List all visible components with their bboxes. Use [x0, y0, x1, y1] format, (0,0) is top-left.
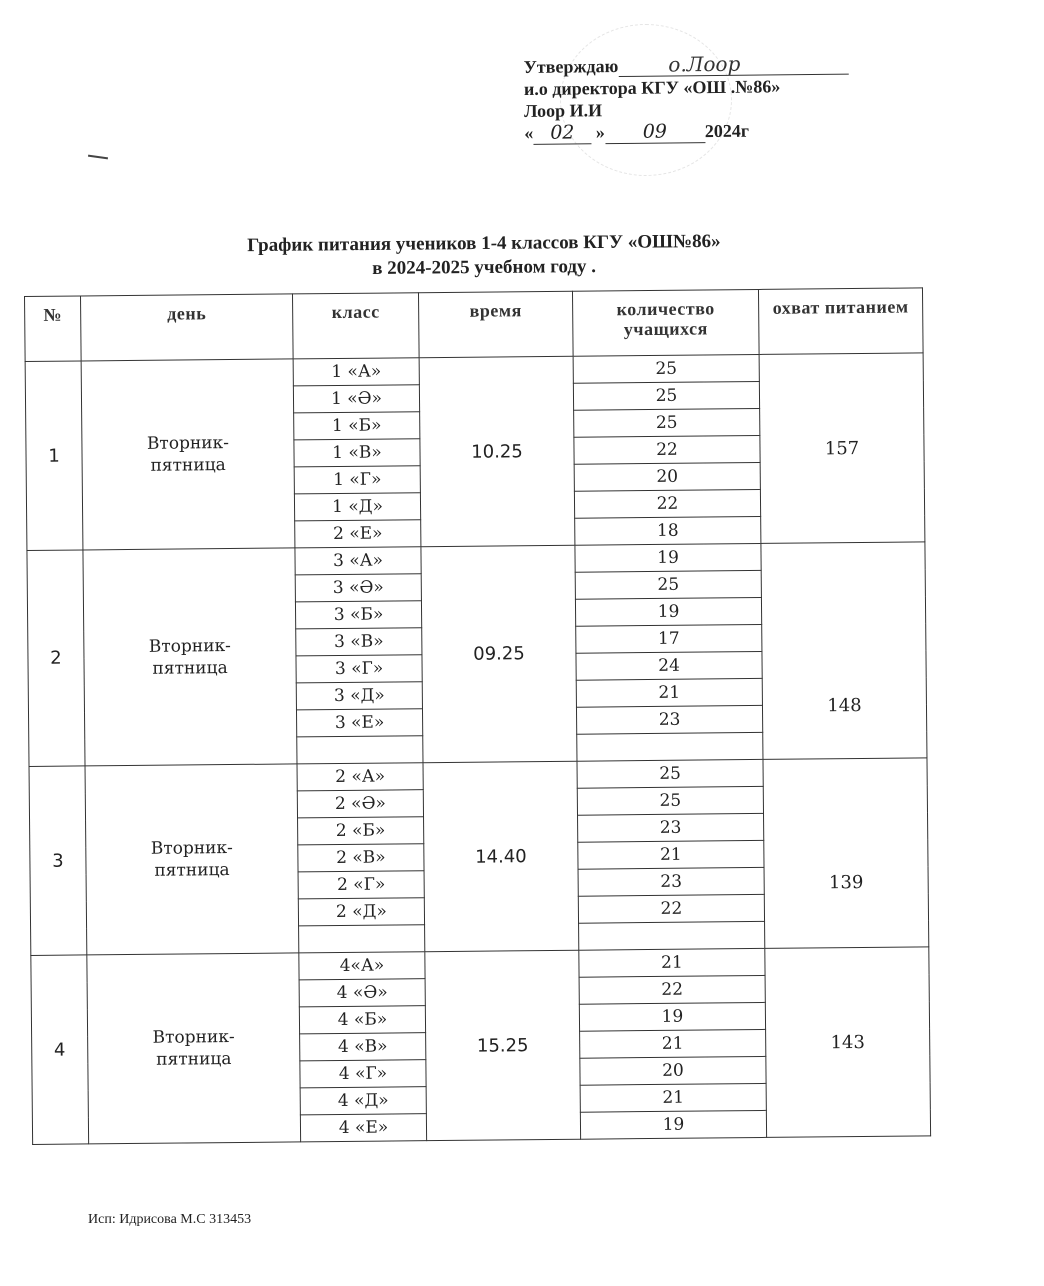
signature: о.Лоор: [668, 51, 741, 77]
student-count-cell: 25: [573, 354, 759, 383]
days-label: Вторник-пятница: [148, 635, 231, 679]
approve-label: Утверждаю: [523, 56, 619, 77]
title-line-2: в 2024-2025 учебном году .: [372, 256, 597, 279]
class-name-cell: 4«А»: [299, 952, 425, 980]
class-name-cell: 2 «Б»: [298, 817, 424, 845]
class-name-cell: 2 «Д»: [298, 898, 424, 926]
student-count-cell: 21: [579, 948, 765, 977]
student-count-cell: 20: [574, 462, 760, 491]
student-count-cell: 24: [576, 651, 762, 680]
group-number: 1: [25, 361, 83, 551]
class-name-cell: 1 «А»: [293, 358, 419, 386]
executor-note: Исп: Идрисова М.С 313453: [88, 1212, 252, 1227]
date-quote-close: »: [595, 122, 605, 143]
student-count-cell: [579, 921, 765, 950]
date-day: 02: [533, 121, 591, 145]
approver-position: и.о директора КГУ «ОШ .№86»: [523, 76, 781, 99]
class-name-cell: [297, 736, 423, 764]
student-count-cell: 19: [575, 597, 761, 626]
meal-coverage-total: 143: [765, 947, 931, 1138]
student-count-cell: 25: [577, 786, 763, 815]
group-days: [83, 548, 297, 766]
class-name-cell: 3 «В»: [296, 628, 422, 656]
class-name-cell: 1 «В»: [294, 439, 420, 467]
student-count-cell: 19: [575, 543, 761, 572]
class-name-cell: 3 «Ә»: [295, 574, 421, 602]
approver-name: Лоор И.И: [524, 100, 603, 121]
table-body: [25, 353, 930, 1145]
class-name-cell: 4 «Б»: [299, 1006, 425, 1034]
student-count-cell: 18: [575, 516, 761, 545]
class-name-cell: 1 «Д»: [294, 493, 420, 521]
class-name-cell: 2 «А»: [297, 763, 423, 791]
class-name-cell: 3 «Е»: [296, 709, 422, 737]
class-name-cell: 4 «Г»: [300, 1060, 426, 1088]
student-count-cell: 19: [580, 1110, 766, 1139]
table-header-row: [25, 288, 924, 362]
student-count-cell: [577, 732, 763, 761]
student-count-cell: 25: [573, 381, 759, 410]
class-name-cell: [299, 925, 425, 953]
group-days: [87, 953, 301, 1144]
document-title: [0, 228, 968, 284]
meal-coverage-total: 157: [759, 353, 925, 544]
meal-coverage-total: 148: [761, 542, 927, 760]
title-line-1: График питания учеников 1-4 классов КГУ «ОШ№86»: [247, 230, 721, 257]
date-month: 09: [605, 120, 705, 144]
date-year: 2024г: [704, 120, 750, 142]
group-days: [81, 359, 295, 550]
student-count-cell: 25: [575, 570, 761, 599]
meal-schedule-table: [24, 287, 931, 1145]
class-name-cell: 4 «Е»: [300, 1114, 426, 1142]
group-number: 3: [29, 766, 87, 956]
meal-coverage-total: 139: [763, 758, 929, 949]
student-count-cell: 21: [576, 678, 762, 707]
student-count-cell: 22: [578, 894, 764, 923]
meal-time: 15.25: [425, 950, 581, 1140]
class-name-cell: 4 «В»: [300, 1033, 426, 1061]
student-count-cell: 21: [578, 840, 764, 869]
student-count-cell: 19: [579, 1002, 765, 1031]
approval-block: [524, 52, 905, 145]
student-count-cell: 23: [578, 813, 764, 842]
header-day: день: [81, 294, 294, 361]
class-name-cell: 3 «А»: [295, 547, 421, 575]
group-number: 4: [31, 955, 89, 1145]
meal-time: 14.40: [423, 761, 579, 951]
schedule-table-wrap: [24, 287, 980, 1145]
signature-line: [618, 51, 848, 77]
meal-time: 10.25: [419, 356, 575, 546]
student-count-cell: 22: [574, 489, 760, 518]
header-num: №: [25, 296, 82, 362]
days-label: Вторник-пятница: [152, 1027, 235, 1070]
class-name-cell: 1 «Г»: [294, 466, 420, 494]
meal-time: 09.25: [421, 545, 577, 762]
date-quote-open: «: [524, 122, 534, 143]
approval-line: [524, 52, 904, 78]
student-count-cell: 20: [580, 1056, 766, 1085]
class-name-cell: 4 «Д»: [300, 1087, 426, 1115]
student-count-cell: 22: [574, 435, 760, 464]
days-label: Вторник-пятница: [150, 838, 233, 881]
student-count-cell: 17: [576, 624, 762, 653]
days-label: Вторник-пятница: [146, 433, 230, 476]
student-count-cell: 23: [578, 867, 764, 896]
student-count-cell: 22: [579, 975, 765, 1004]
class-name-cell: 3 «Б»: [295, 601, 421, 629]
student-count-cell: 21: [580, 1083, 766, 1112]
class-name-cell: 1 «Ә»: [293, 385, 419, 413]
class-name-cell: 2 «Г»: [298, 871, 424, 899]
group-number: 2: [27, 550, 85, 767]
class-name-cell: 2 «Ә»: [297, 790, 423, 818]
student-count-cell: 25: [574, 408, 760, 437]
student-count-cell: 25: [577, 759, 763, 788]
header-class: класс: [292, 293, 419, 359]
class-name-cell: 4 «Ә»: [299, 979, 425, 1007]
header-student-count: количество учащихся: [572, 289, 759, 356]
class-name-cell: 2 «В»: [298, 844, 424, 872]
header-time: время: [418, 291, 573, 357]
class-name-cell: 3 «Г»: [296, 655, 422, 683]
header-meal-coverage: охват питанием: [758, 288, 923, 355]
class-name-cell: 2 «Е»: [295, 520, 421, 548]
class-name-cell: 3 «Д»: [296, 682, 422, 710]
group-days: [85, 764, 299, 955]
student-count-cell: 21: [580, 1029, 766, 1058]
student-count-cell: 23: [576, 705, 762, 734]
class-name-cell: 1 «Б»: [294, 412, 420, 440]
scan-mark: [88, 155, 108, 160]
approval-date: [524, 118, 904, 145]
